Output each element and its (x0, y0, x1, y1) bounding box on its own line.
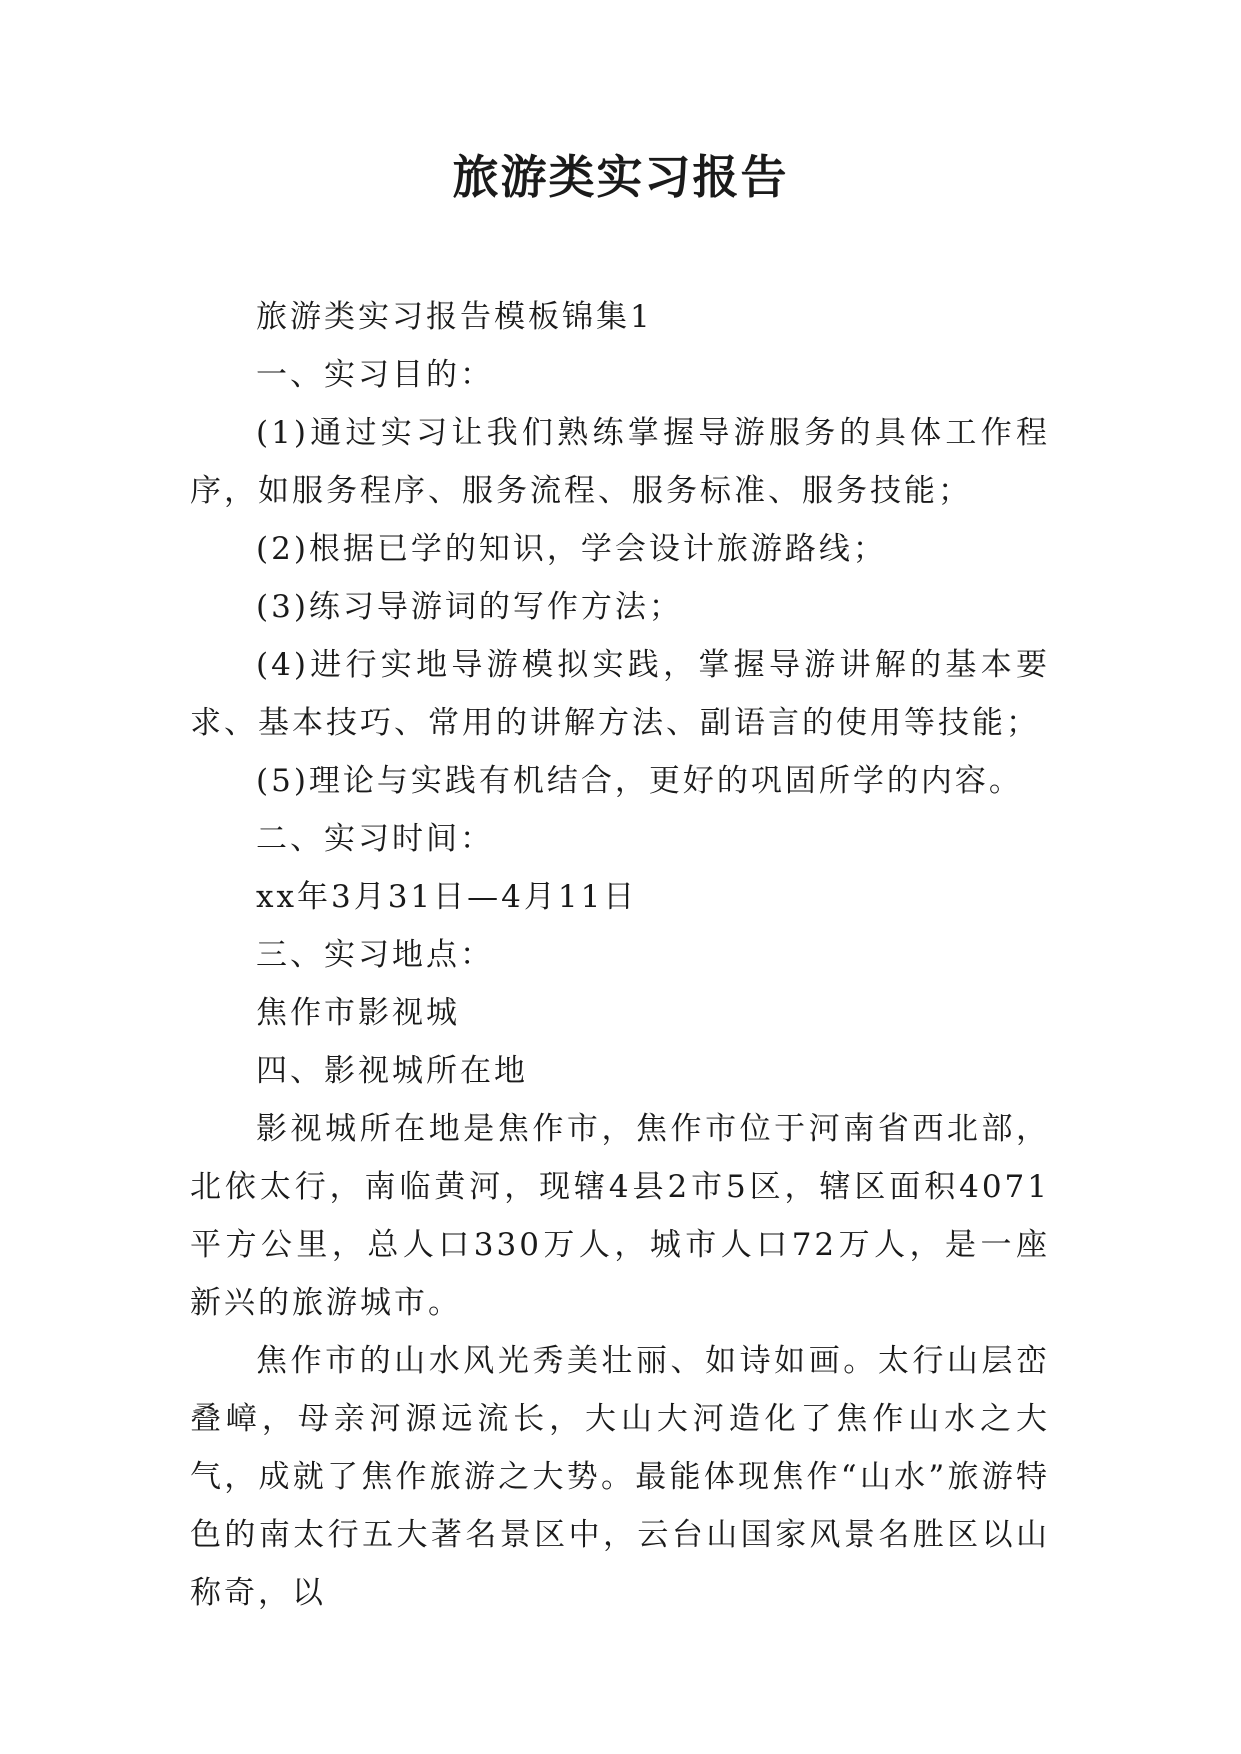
paragraph: 旅游类实习报告模板锦集1 (256, 299, 653, 335)
paragraph: 影视城所在地是焦作市，焦作市位于河南省西北部，北依太行，南临黄河，现辖4县2市5区，辖区面积4071平方公里，总人口330万人，城市人口72万人，是一座新兴的旅游城市。 (190, 1111, 1050, 1321)
paragraph: (2)根据已学的知识，学会设计旅游路线； (256, 531, 887, 567)
section-heading: 二、实习时间： (256, 821, 494, 857)
section-heading: 四、影视城所在地 (256, 1053, 528, 1089)
paragraph: (5)理论与实践有机结合，更好的巩固所学的内容。 (256, 763, 1023, 799)
document-body (190, 288, 1050, 1622)
section-heading: 三、实习地点： (256, 937, 494, 973)
document-title: 旅游类实习报告 (452, 150, 789, 204)
paragraph: 焦作市的山水风光秀美壮丽、如诗如画。太行山层峦叠嶂，母亲河源远流长，大山大河造化了焦作山水之大气，成就了焦作旅游之大势。最能体现焦作“山水”旅游特色的南太行五大著名景区中，云台山国家风景名胜区以山称奇，以 (190, 1343, 1050, 1611)
paragraph: (3)练习导游词的写作方法； (256, 589, 683, 625)
paragraph: (4)进行实地导游模拟实践，掌握导游讲解的基本要求、基本技巧、常用的讲解方法、副语言的使用等技能； (190, 647, 1050, 741)
paragraph: (1)通过实习让我们熟练掌握导游服务的具体工作程序，如服务程序、服务流程、服务标准、服务技能； (190, 415, 1050, 509)
paragraph: 焦作市影视城 (256, 995, 460, 1031)
section-heading: 一、实习目的： (256, 357, 494, 393)
paragraph: xx年3月31日—4月11日 (256, 879, 638, 915)
